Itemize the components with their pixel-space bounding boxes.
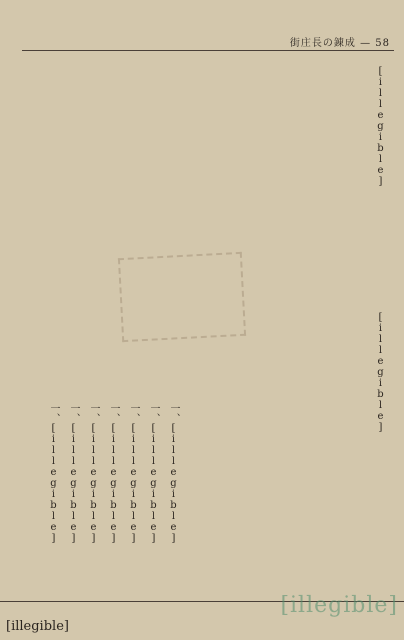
list-item: 一、[illegible] — [168, 403, 179, 544]
upper-text-block: [illegible] — [375, 66, 386, 187]
list-item: 一、[illegible] — [148, 403, 159, 544]
list-item: 一、[illegible] — [108, 403, 119, 544]
lower-text-block: [illegible] — [375, 312, 386, 433]
list-item: 一、[illegible] — [128, 403, 139, 544]
list-item: 一、[illegible] — [68, 403, 79, 544]
running-header: 街庄長の錬成 — 58 — [289, 38, 390, 49]
library-stamp: [illegible] — [6, 619, 69, 634]
header-rule — [22, 50, 394, 51]
list-item: 一、[illegible] — [48, 403, 59, 544]
numbered-list — [40, 403, 180, 544]
watermark-text: [illegible] — [280, 593, 398, 618]
list-item: 一、[illegible] — [88, 403, 99, 544]
